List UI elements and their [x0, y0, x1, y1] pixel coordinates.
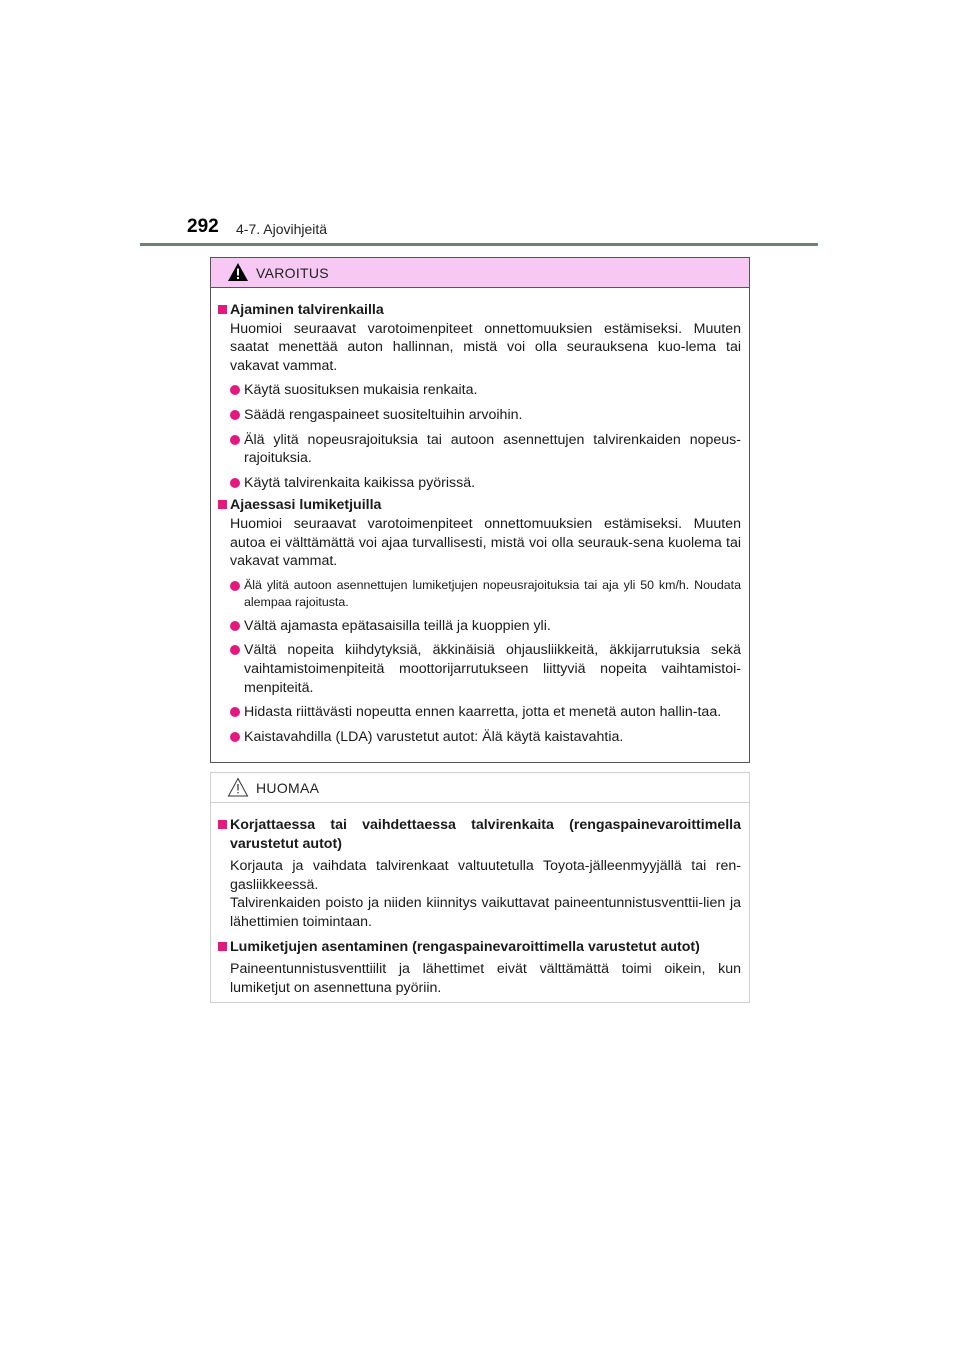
list-item: Hidasta riittävästi nopeutta ennen kaarretta, jotta et menetä auton hallin-taa.	[230, 703, 741, 722]
list-item: Kaistavahdilla (LDA) varustetut autot: Älä käytä kaistavahtia.	[230, 728, 741, 747]
warning-header	[211, 258, 749, 288]
section-heading: Korjattaessa tai vaihdettaessa talvirenkaita (rengaspainevaroittimella varustetut autot)	[218, 816, 741, 853]
round-bullet-icon	[230, 732, 240, 742]
notice-box	[210, 772, 750, 1003]
warning-triangle-icon	[227, 262, 249, 282]
notice-header	[211, 773, 749, 803]
paragraph: Paineentunnistusventtiilit ja lähettimet eivät välttämättä toimi oikein, kun lumiketjut on asennettuna pyöriin.	[230, 961, 741, 996]
round-bullet-icon	[230, 581, 240, 591]
round-bullet-icon	[230, 621, 240, 631]
round-bullet-icon	[230, 645, 240, 655]
paragraph: Huomioi seuraavat varotoimenpiteet onnettomuuksien estämiseksi. Muuten saatat menettää auton hallinnan, mistä voi olla seurauksena kuo-lema tai vakavat vammat.	[230, 320, 741, 374]
section-title: 4-7. Ajovihjeitä	[236, 221, 328, 237]
notice-label: HUOMAA	[256, 780, 320, 796]
section-heading: Ajaminen talvirenkailla	[218, 301, 741, 320]
warning-label: VAROITUS	[256, 265, 329, 281]
list-item: Käytä suosituksen mukaisia renkaita.	[230, 381, 741, 400]
square-bullet-icon	[218, 305, 227, 314]
warning-box	[210, 257, 750, 763]
list-item: Vältä ajamasta epätasaisilla teillä ja kuoppien yli.	[230, 617, 741, 636]
page-number: 292	[187, 216, 219, 237]
list-item: Älä ylitä nopeusrajoituksia tai autoon asennettujen talvirenkaiden nopeus-rajoituksia.	[230, 431, 741, 468]
list-item: Älä ylitä autoon asennettujen lumiketjujen nopeusrajoituksia tai aja yli 50 km/h. Noudata alempaa rajoitusta.	[230, 577, 741, 611]
square-bullet-icon	[218, 820, 227, 829]
notice-body	[211, 803, 749, 997]
square-bullet-icon	[218, 500, 227, 509]
square-bullet-icon	[218, 942, 227, 951]
section-heading: Ajaessasi lumiketjuilla	[218, 496, 741, 515]
round-bullet-icon	[230, 478, 240, 488]
caution-triangle-icon	[227, 777, 249, 797]
paragraph: Huomioi seuraavat varotoimenpiteet onnettomuuksien estämiseksi. Muuten autoa ei välttämättä voi ajaa turvallisesti, mistä voi olla seurauk-sena kuolema tai vakavat vammat.	[230, 515, 741, 570]
header-rule	[140, 243, 818, 246]
round-bullet-icon	[230, 435, 240, 445]
paragraph: Korjauta ja vaihdata talvirenkaat valtuutetulla Toyota-jälleenmyyjällä tai ren-gasliikkeessä.	[230, 858, 741, 893]
round-bullet-icon	[230, 410, 240, 420]
round-bullet-icon	[230, 385, 240, 395]
warning-body	[211, 288, 749, 746]
list-item: Vältä nopeita kiihdytyksiä, äkkinäisiä ohjausliikkeitä, äkkijarrutuksia sekä vaihtamistoimenpiteitä moottorijarrutukseen liittyviä nopeita vaihtamistoi-menpiteitä.	[230, 641, 741, 697]
round-bullet-icon	[230, 707, 240, 717]
paragraph: Talvirenkaiden poisto ja niiden kiinnitys vaikuttavat paineentunnistusventtii-lien ja lähettimien toimintaan.	[230, 895, 741, 930]
list-item: Säädä rengaspaineet suositeltuihin arvoihin.	[230, 406, 741, 425]
section-heading: Lumiketjujen asentaminen (rengaspainevaroittimella varustetut autot)	[218, 938, 741, 957]
list-item: Käytä talvirenkaita kaikissa pyörissä.	[230, 474, 741, 493]
